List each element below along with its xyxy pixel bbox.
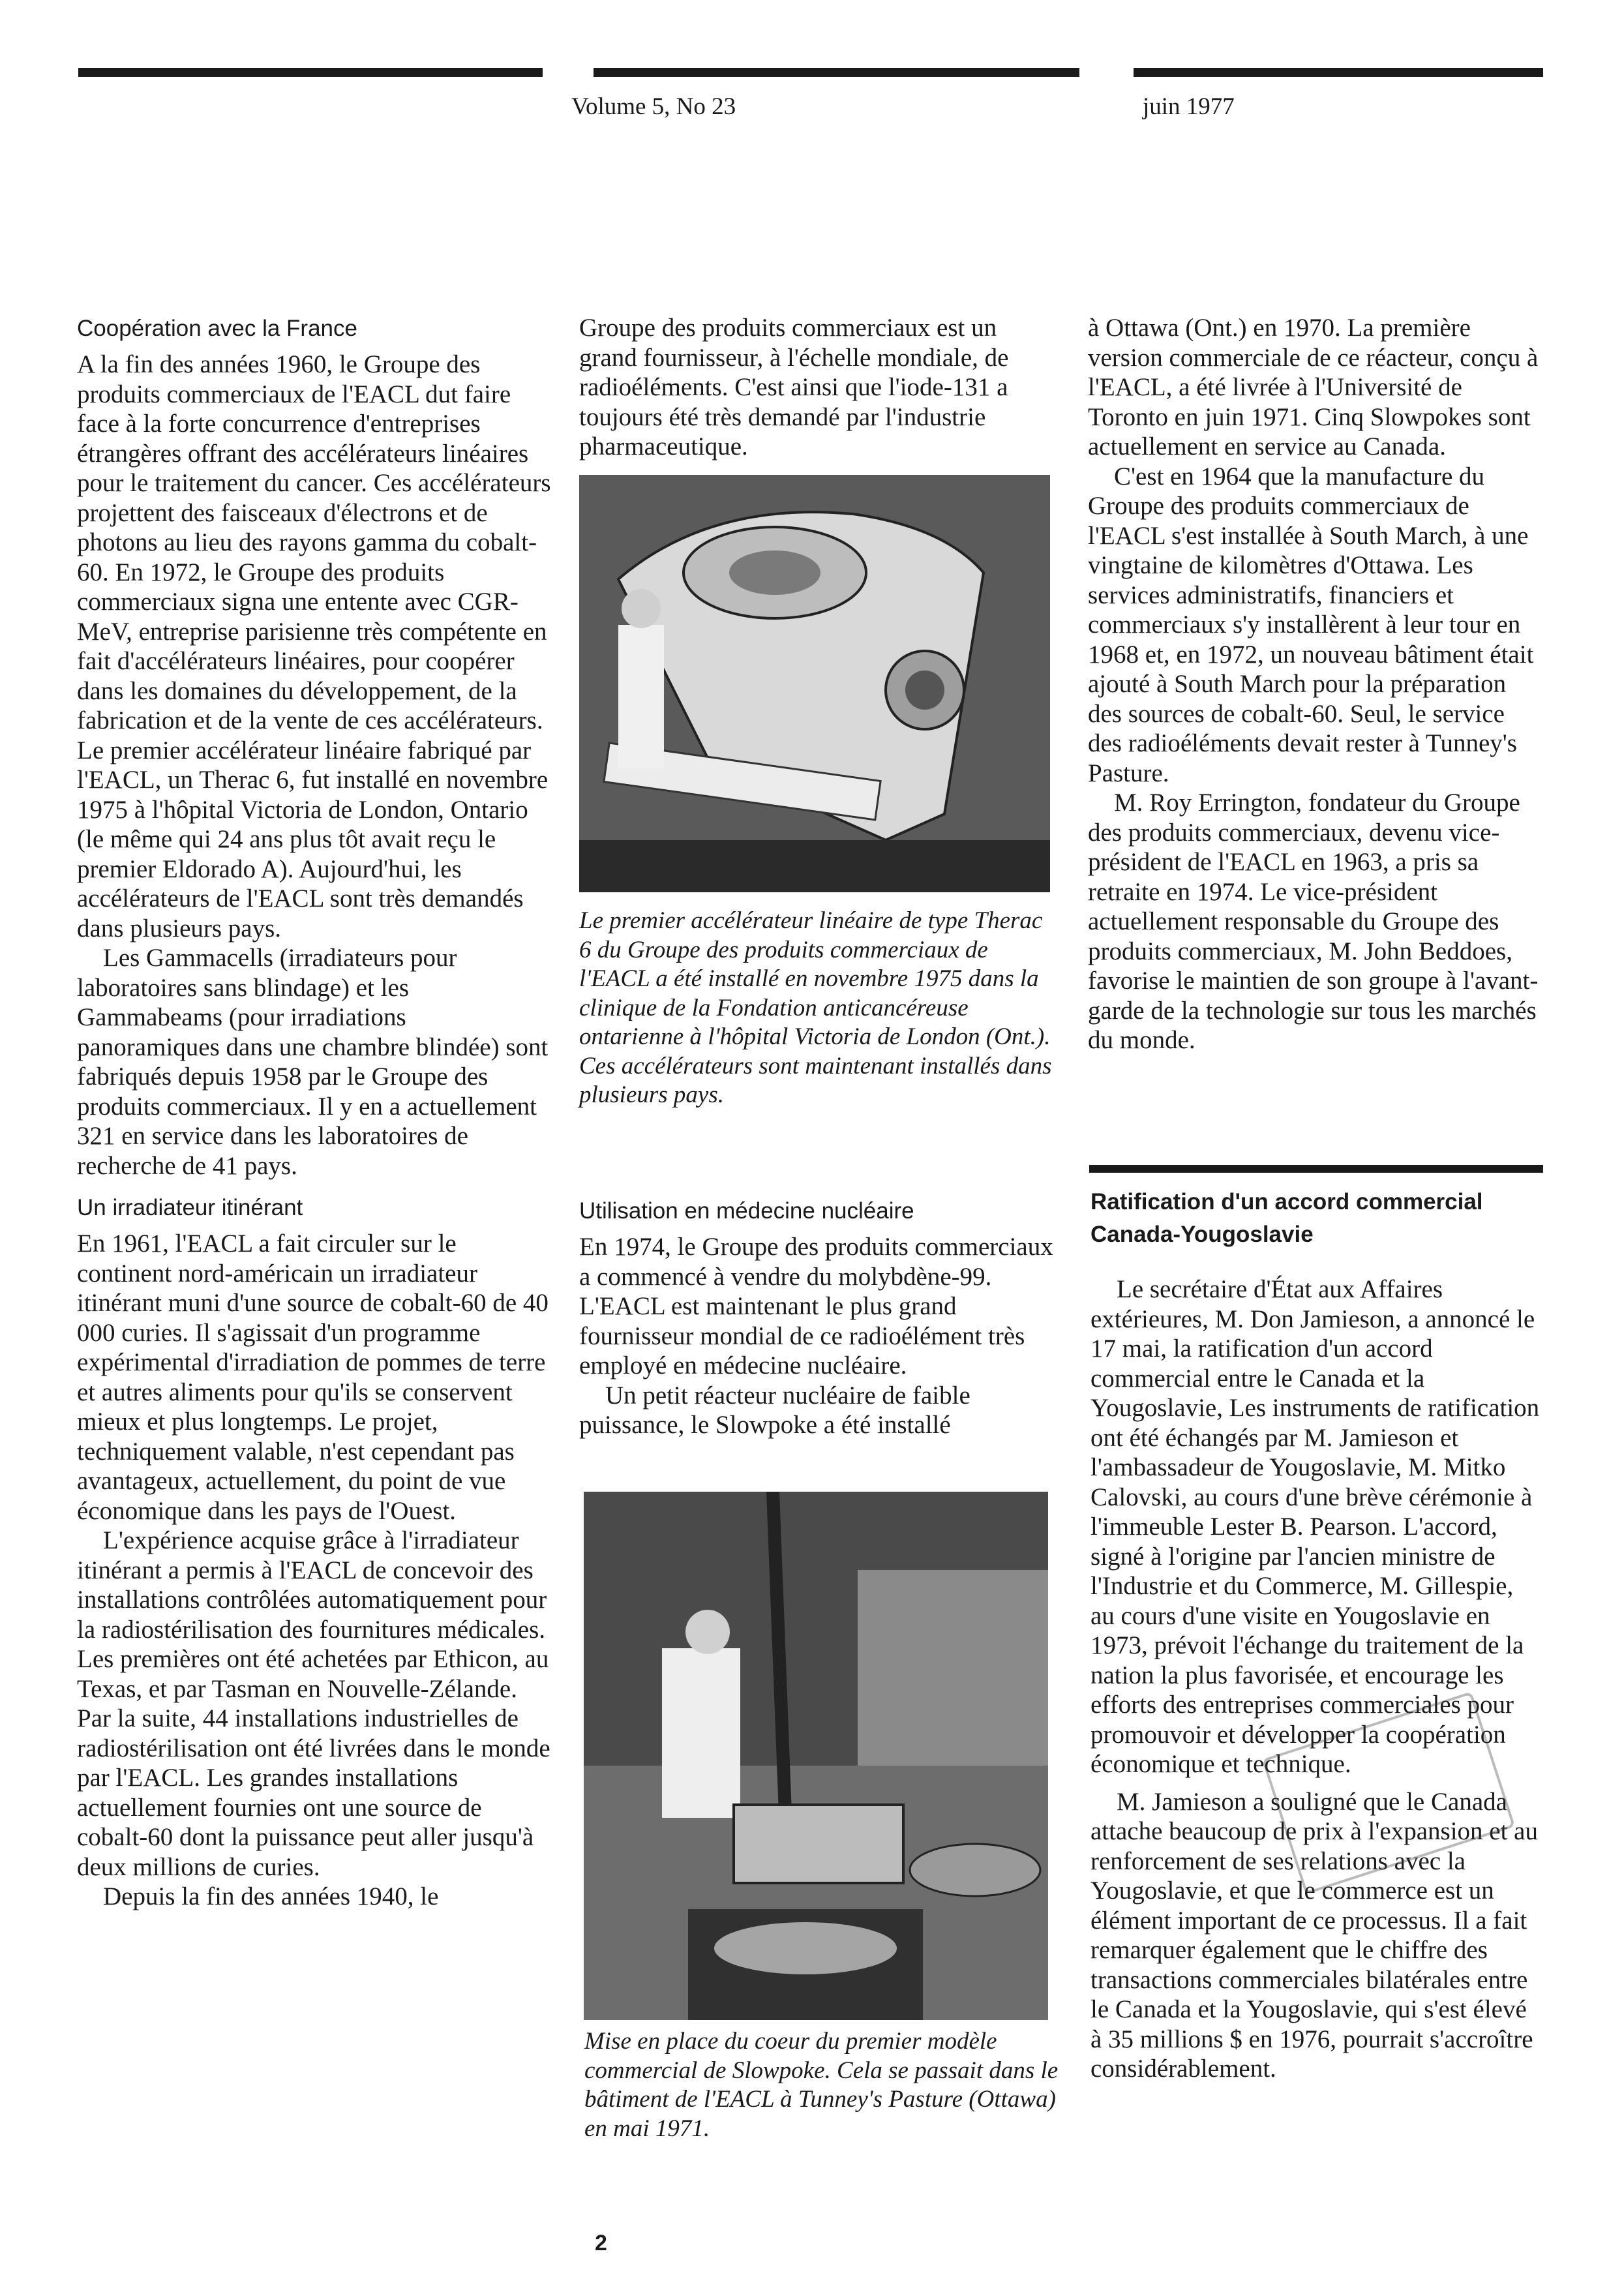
column-3-top: [1088, 313, 1544, 1055]
column-3-bottom: [1090, 1186, 1541, 2084]
photo-caption: Le premier accélérateur linéaire de type Therac 6 du Groupe des produits commerciaux de l'EACL a été installé en novembre 1975 dans la clinique de la Fondation anticancéreuse ontarienne à l'hôpital Victoria de London (Ont.). Ces accélérateurs sont maintenant installés dans plusieurs pays.: [579, 907, 1052, 1108]
section-heading-medecine: Utilisation en médecine nucléaire: [579, 1198, 914, 1224]
paragraph: Le secrétaire d'État aux Affaires extérieures, M. Don Jamieson, a annoncé le 17 mai, la ratification d'un accord commercial entre le Canada et la Yougoslavie, Les instruments de ratification ont été échangés par M. Jamieson et l'ambassadeur de Yougoslavie, M. Mitko Calovski, au cours d'une brève cérémonie à l'immeuble Lester B. Pearson. L'accord, signé à l'origine par l'ancien ministre de l'Industrie et du Commerce, M. Gillespie, au cours d'une visite en Yougoslavie en 1973, prévoit l'échange du traitement de la nation la plus favorisée, et encourage les efforts des entreprises commerciales pour promouvoir et développer la coopération économique et technique.: [1090, 1275, 1540, 1778]
paragraph: Depuis la fin des années 1940, le: [103, 1882, 439, 1910]
page-number: 2: [595, 2231, 607, 2255]
header-rule-left: [78, 68, 543, 77]
paragraph: A la fin des années 1960, le Groupe des produits commerciaux de l'EACL dut faire face à la forte concurrence d'entreprises étrangères offrant des accélérateurs linéaires pour le traitement du cancer. Ces accélérateurs projettent des faisceaux d'électrons et de photons au lieu des rayons gamma du cobalt-60. En 1972, le Groupe des produits commerciaux signa une entente avec CGR-MeV, entreprise parisienne très compétente en fait d'accélérateurs linéaires, pour coopérer dans les domaines du développement, de la fabrication et de la vente de ces accélérateurs. Le premier accélérateur linéaire fabriqué par l'EACL, un Therac 6, fut installé en novembre 1975 à l'hôpital Victoria de London, Ontario (le même qui 24 ans plus tôt avait reçu le premier Eldorado A). Aujourd'hui, les accélérateurs de l'EACL sont très demandés dans plusieurs pays.: [77, 350, 551, 942]
paragraph: Groupe des produits commerciaux est un grand fournisseur, à l'échelle mondiale, de radioéléments. C'est ainsi que l'iode-131 a toujours été très demandé par l'industrie pharmaceutique.: [579, 314, 1009, 460]
paragraph: En 1974, le Groupe des produits commerciaux a commencé à vendre du molybdène-99. L'EACL est maintenant le plus grand fournisseur mondial de ce radioélément très employé en médecine nucléaire.: [579, 1233, 1053, 1380]
section-heading-irradiateur: Un irradiateur itinérant: [77, 1195, 303, 1220]
photo-caption: Mise en place du coeur du premier modèle commercial de Slowpoke. Cela se passait dans le bâtiment de l'EACL à Tunney's Pasture (Ottawa) en mai 1971.: [584, 2028, 1059, 2142]
paragraph: M. Roy Errington, fondateur du Groupe des produits commerciaux, devenu vice-président de l'EACL en 1963, a pris sa retraite en 1974. Le vice-président actuellement responsable du Groupe des produits commerciaux, M. John Beddoes, favorise le maintien de son groupe à l'avant-garde de la technologie sur tous les marchés du monde.: [1088, 789, 1539, 1054]
volume-number: Volume 5, No 23: [571, 93, 736, 120]
column-2-caption-1: [579, 907, 1055, 1110]
photo-slowpoke-core: [584, 1492, 1048, 2020]
issue-date: juin 1977: [1143, 93, 1235, 120]
header-rule-middle: [594, 68, 1079, 77]
slowpoke-illustration: [584, 1492, 1048, 2020]
column-1: [77, 313, 552, 1912]
paragraph: L'expérience acquise grâce à l'irradiateur itinérant a permis à l'EACL de concevoir des installations contrôlées automatiquement pour la radiostérilisation des fournitures médicales. Les premières ont été achetées par Ethicon, au Texas, et par Tasman en Nouvelle-Zélande. Par la suite, 44 installations industrielles de radiostérilisation ont été livrées dans le monde par l'EACL. Les grandes installations actuellement fournies ont une source de cobalt-60 dont la puissance peut aller jusqu'à deux millions de curies.: [77, 1526, 550, 1881]
header-rule-right: [1134, 68, 1543, 77]
column-2-top: [579, 313, 1055, 462]
section-heading-ratification: Ratification d'un accord commercial Canada-Yougoslavie: [1090, 1189, 1483, 1247]
column-2-caption-2: [584, 2027, 1060, 2143]
paragraph: M. Jamieson a souligné que le Canada attache beaucoup de prix à l'expansion et au renforcement de ses relations avec la Yougoslavie, et que le commerce est un élément important de ce processus. Il a fait remarquer également que le chiffre des transactions commerciales bilatérales entre le Canada et la Yougoslavie, qui s'est élevé à 35 millions $ en 1976, pourrait s'accroître considérablement.: [1090, 1787, 1538, 2083]
paragraph: à Ottawa (Ont.) en 1970. La première version commerciale de ce réacteur, conçu à l'EACL, a été livrée à l'Université de Toronto en juin 1971. Cinq Slowpokes sont actuellement en service au Canada.: [1088, 314, 1539, 460]
section-heading-cooperation: Coopération avec la France: [77, 316, 357, 341]
paragraph: Les Gammacells (irradiateurs pour laboratoires sans blindage) et les Gammabeams (pour irradiations panoramiques dans une chambre blindée) sont fabriqués depuis 1958 par le Groupe des produits commerciaux. Il y en a actuellement 321 en service dans les laboratoires de recherche de 41 pays.: [77, 944, 549, 1180]
paragraph: C'est en 1964 que la manufacture du Groupe des produits commerciaux de l'EACL s'est installée à South March, à une vingtaine de kilomètres d'Ottawa. Les services administratifs, financiers et commerciaux s'y installèrent à leur tour en 1968 et, en 1972, un nouveau bâtiment était ajouté à South March pour la préparation des sources de cobalt-60. Seul, le service des radioéléments devait rester à Tunney's Pasture.: [1088, 462, 1534, 787]
section-rule: [1089, 1165, 1543, 1173]
paragraph: Un petit réacteur nucléaire de faible puissance, le Slowpoke a été installé: [579, 1381, 970, 1439]
paragraph: En 1961, l'EACL a fait circuler sur le continent nord-américain un irradiateur itinérant muni d'une source de cobalt-60 de 40 000 curies. Il s'agissait d'un programme expérimental d'irradiation de pommes de terre et autres aliments pour qu'ils se conservent mieux et plus longtemps. Le projet, techniquement valable, n'est cependant pas avantageux, actuellement, du point de vue économique dans les pays de l'Ouest.: [77, 1229, 549, 1525]
column-2-middle: [579, 1196, 1055, 1440]
photo-therac-accelerator: [579, 475, 1050, 892]
accelerator-illustration: [579, 475, 1050, 892]
